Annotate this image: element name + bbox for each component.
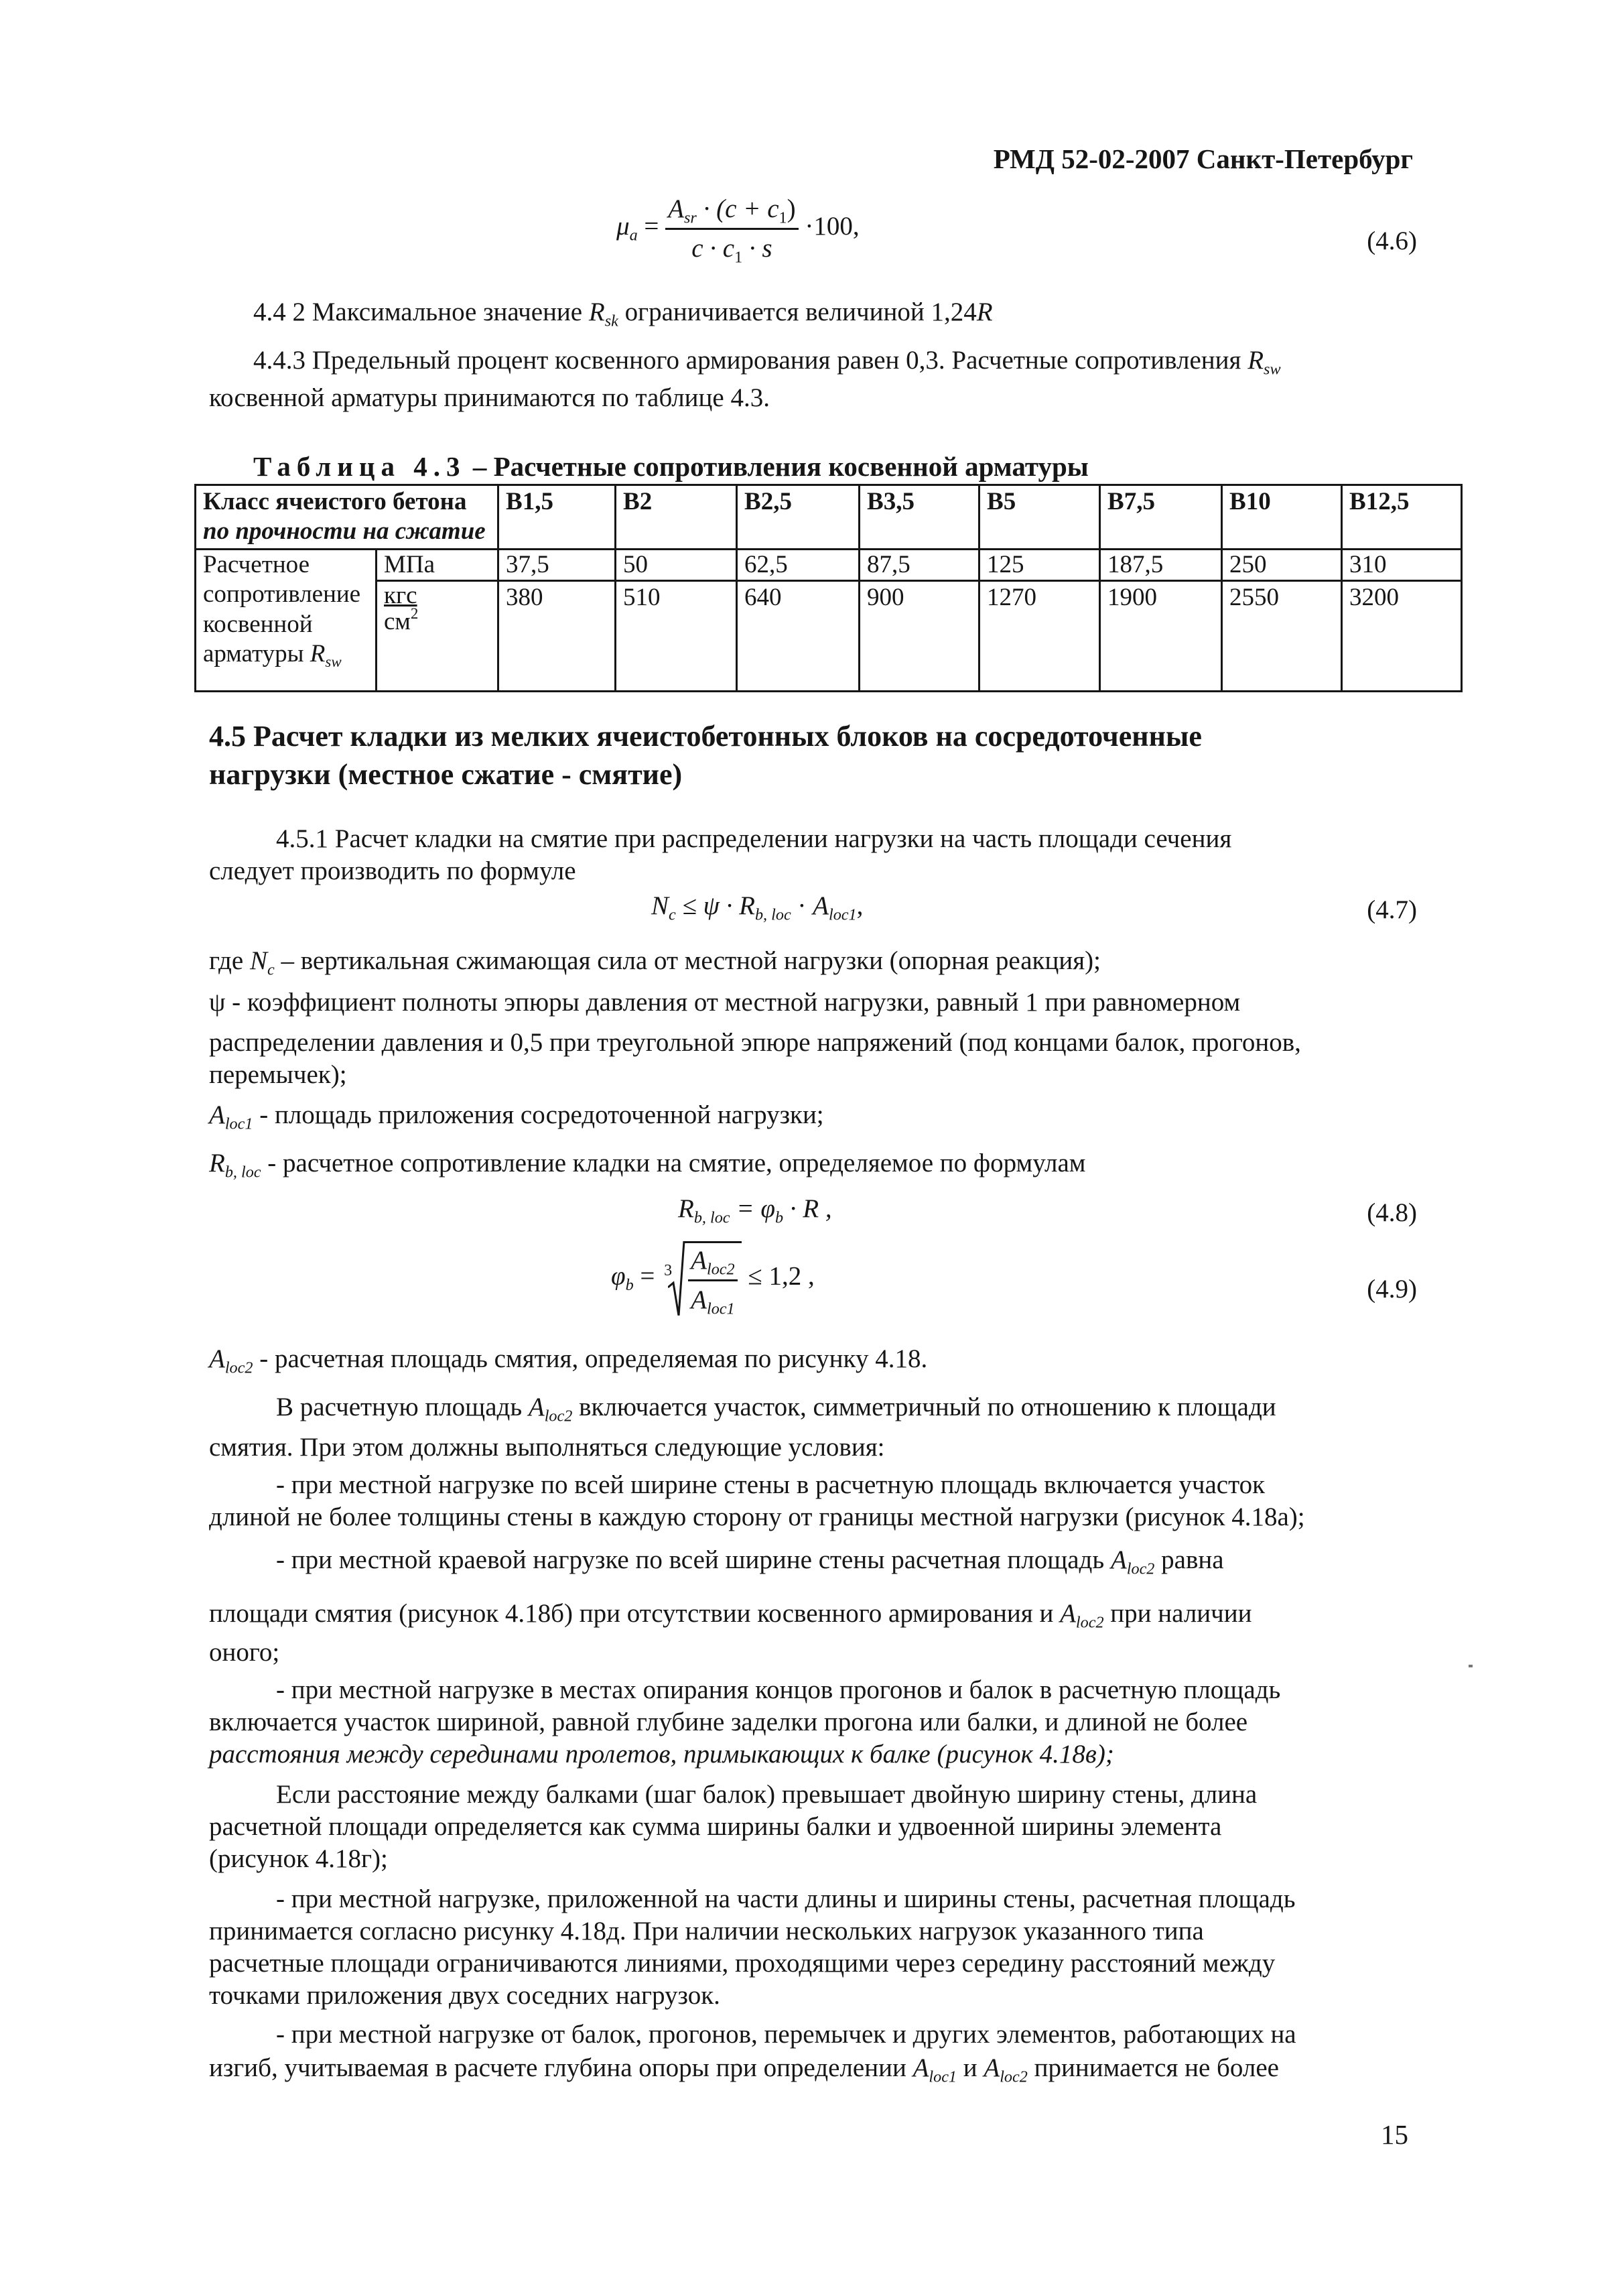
- equation-fraction: $\frac{A_{sr} \cdot (c + c_1)}{c \cdot c_1 \cdot s}$: [665, 193, 798, 264]
- section-title-4-5: 4.5 Расчет кладки из мелких ячеистобетонных блоков на сосредоточенные нагрузки (местное сжатие - смятие): [209, 720, 1202, 791]
- body-line: длиной не более толщины стены в каждую сторону от границы местной нагрузки (рисунок 4.18а);: [209, 1503, 1305, 1531]
- equation-number-4-7: (4.7): [1367, 895, 1417, 924]
- paragraph-4-4-3-line2: косвенной арматуры принимаются по таблице 4.3.: [209, 383, 770, 412]
- unit-cell-mpa: МПа: [377, 549, 498, 580]
- class-cell: В12,5: [1342, 485, 1462, 550]
- table-caption: Таблица 4.3 – Расчетные сопротивления косвенной арматуры: [253, 451, 1089, 482]
- body-line: смятия. При этом должны выполняться следующие условия:: [209, 1433, 885, 1462]
- value-cell: 62,5: [737, 549, 860, 580]
- where-line-psi-2: распределении давления и 0,5 при треугольной эпюре напряжений (под концами балок, прогонов,: [209, 1028, 1301, 1057]
- body-line: - при местной нагрузке от балок, прогонов, перемычек и других элементов, работающих на: [276, 2020, 1296, 2049]
- equation-4-8: $R_{b, loc} = \varphi_b \cdot R$ ,: [678, 1194, 832, 1227]
- body-line: оного;: [209, 1638, 280, 1667]
- equation-fraction: $\frac{A_{loc2}}{A_{loc1}}$: [688, 1245, 737, 1316]
- value-cell: 50: [616, 549, 737, 580]
- equation-number-4-8: (4.8): [1367, 1198, 1417, 1227]
- value-cell: 1900: [1100, 581, 1222, 692]
- body-line: (рисунок 4.18г);: [209, 1844, 388, 1873]
- body-line: расстояния между серединами пролетов, примыкающих к балке (рисунок 4.18в);: [209, 1740, 1114, 1769]
- body-line: расчетной площади определяется как сумма ширины балки и удвоенной ширины элемента: [209, 1812, 1222, 1841]
- equation-4-9: $\varphi_b$ = 3 $\frac{A_{loc2}}{A_{loc1}}$ ≤ 1,2 ,: [611, 1241, 815, 1316]
- paragraph-4-4-3: 4.4.3 Предельный процент косвенного армирования равен 0,3. Расчетные сопротивления $R_{sw}$: [253, 346, 1281, 379]
- value-cell: 250: [1222, 549, 1342, 580]
- value-cell: 1270: [979, 581, 1100, 692]
- table-4-3: [194, 484, 1463, 692]
- value-cell: 310: [1342, 549, 1462, 580]
- paragraph-4-5-1: 4.5.1 Расчет кладки на смятие при распределении нагрузки на часть площади сечения: [276, 824, 1232, 853]
- class-cell: В1,5: [498, 485, 616, 550]
- class-cell: В5: [979, 485, 1100, 550]
- where-line-rbloc: $R_{b, loc}$ - расчетное сопротивление кладки на смятие, определяемое по формулам: [209, 1149, 1086, 1182]
- equation-number-4-9: (4.9): [1367, 1275, 1417, 1303]
- value-cell: 87,5: [860, 549, 979, 580]
- class-cell: В10: [1222, 485, 1342, 550]
- body-line: принимается согласно рисунку 4.18д. При наличии нескольких нагрузок указанного типа: [209, 1917, 1204, 1946]
- value-cell: 510: [616, 581, 737, 692]
- value-cell: 2550: [1222, 581, 1342, 692]
- body-line: точками приложения двух соседних нагрузок.: [209, 1981, 720, 2010]
- value-cell: 900: [860, 581, 979, 692]
- body-line: - при местной нагрузке по всей ширине стены в расчетную площадь включается участок: [276, 1470, 1266, 1499]
- table-row-kgs: [196, 581, 1462, 692]
- equation-4-6: $\mu_a$ = $\frac{A_{sr} \cdot (c + c_1)}{c \cdot c_1 \cdot s}$ ·100,: [616, 194, 860, 267]
- aloc2-definition: $A_{loc2}$ - расчетная площадь смятия, определяемая по рисунку 4.18.: [209, 1344, 928, 1377]
- value-cell: 3200: [1342, 581, 1462, 692]
- body-line: - при местной нагрузке, приложенной на части длины и ширины стены, расчетная площадь: [276, 1885, 1296, 1913]
- scan-speck: [1469, 1665, 1473, 1667]
- paragraph-4-5-1-line2: следует производить по формуле: [209, 856, 576, 885]
- class-header-cell: Класс ячеистого бетона по прочности на сжатие: [196, 485, 498, 550]
- body-line: изгиб, учитываемая в расчете глубина опоры при определении $A_{loc1}$ и $A_{loc2}$ принимается не более: [209, 2053, 1279, 2086]
- value-cell: 187,5: [1100, 549, 1222, 580]
- class-cell: В7,5: [1100, 485, 1222, 550]
- value-cell: 380: [498, 581, 616, 692]
- body-line: - при местной нагрузке в местах опирания концов прогонов и балок в расчетную площадь: [276, 1675, 1281, 1704]
- equation-4-7: $N_c \le \psi \cdot R_{b, loc} \cdot A_{loc1}$,: [651, 891, 864, 924]
- where-line-nc: где $N_c$ – вертикальная сжимающая сила от местной нагрузки (опорная реакция);: [209, 946, 1101, 979]
- body-line: В расчетную площадь $A_{loc2}$ включается участок, симметричный по отношению к площади: [276, 1393, 1276, 1425]
- body-line: Если расстояние между балками (шаг балок) превышает двойную ширину стены, длина: [276, 1780, 1258, 1809]
- class-cell: В2,5: [737, 485, 860, 550]
- class-cell: В3,5: [860, 485, 979, 550]
- equation-number-4-6: (4.6): [1367, 227, 1417, 255]
- table-header-row: [196, 485, 1462, 550]
- class-cell: В2: [616, 485, 737, 550]
- where-line-psi-3: перемычек);: [209, 1060, 347, 1089]
- table-row-mpa: [196, 549, 1462, 580]
- value-cell: 125: [979, 549, 1100, 580]
- body-line: включается участок шириной, равной глубине заделки прогона или балки, и длиной не более: [209, 1708, 1248, 1736]
- unit-cell-kgs: кгс $см^2$: [377, 581, 498, 692]
- row-label-cell: Расчетное сопротивление косвенной арматуры $R_{sw}$: [196, 549, 377, 691]
- paragraph-4-4-2: 4.4 2 Максимальное значение $R_{sk}$ ограничивается величиной 1,24R: [253, 298, 993, 330]
- page-number: 15: [1381, 2119, 1408, 2150]
- where-line-aloc1: $A_{loc1}$ - площадь приложения сосредоточенной нагрузки;: [209, 1100, 824, 1133]
- body-line: - при местной краевой нагрузке по всей ширине стены расчетная площадь $A_{loc2}$ равна: [276, 1545, 1224, 1578]
- cube-root: 3 $\frac{A_{loc2}}{A_{loc1}}$: [661, 1241, 741, 1316]
- where-line-psi: ψ - коэффициент полноты эпюры давления от местной нагрузки, равный 1 при равномерном: [209, 988, 1241, 1017]
- value-cell: 37,5: [498, 549, 616, 580]
- body-line: площади смятия (рисунок 4.18б) при отсутствии косвенного армирования и $A_{loc2}$ при наличии: [209, 1599, 1252, 1632]
- body-line: расчетные площади ограничиваются линиями, проходящими через середину расстояний между: [209, 1949, 1276, 1978]
- document-header: РМД 52-02-2007 Санкт-Петербург: [993, 143, 1413, 174]
- value-cell: 640: [737, 581, 860, 692]
